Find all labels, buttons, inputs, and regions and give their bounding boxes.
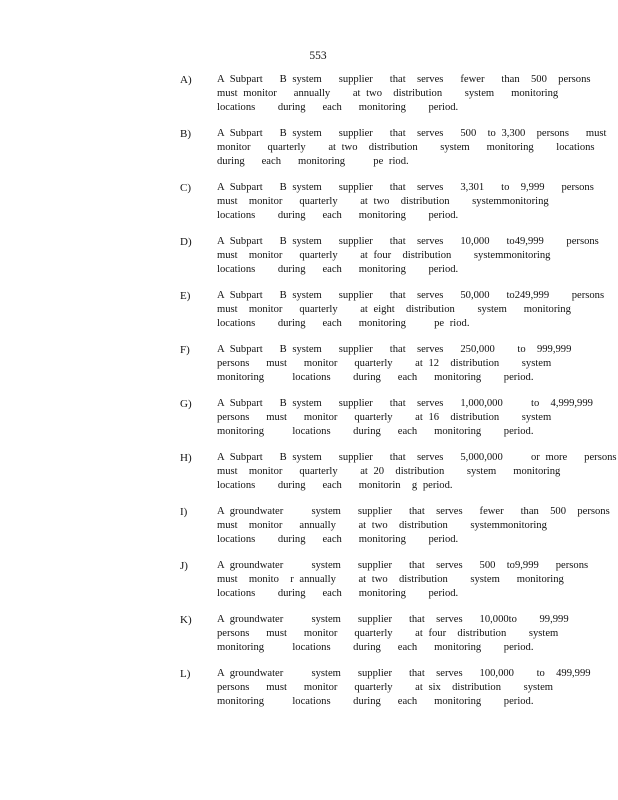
option-text-line: A Subpart B system supplier that serves 500 to 3,300 persons must — [217, 128, 607, 139]
option-text-line: A groundwater system supplier that serves 500 to9,999 persons — [217, 560, 589, 571]
option-text-line: A Subpart B system supplier that serves fewer than 500 persons — [217, 74, 591, 85]
option-text — [217, 289, 605, 331]
option-letter: K) — [180, 614, 192, 626]
option-text — [217, 235, 599, 277]
option-text-line: A Subpart B system supplier that serves 250,000 to 999,999 — [217, 344, 572, 355]
option-text-line: A Subpart B system supplier that serves 5,000,000 or more persons — [217, 452, 617, 463]
option-text-line: A groundwater system supplier that serves 100,000 to 499,999 — [217, 668, 591, 679]
option-text-line: A Subpart B system supplier that serves 10,000 to49,999 persons — [217, 236, 599, 247]
answer-option-a — [180, 73, 591, 127]
page-number: 553 — [309, 50, 327, 62]
option-text-line: monitoring locations during each monitoring period. — [217, 372, 534, 383]
answer-option-l — [180, 667, 591, 721]
option-text-line: monitor quarterly at two distribution system monitoring locations — [217, 142, 595, 153]
option-text-line: must monito r annually at two distribution system monitoring — [217, 574, 564, 585]
option-text-line: must monitor quarterly at 20 distribution system monitoring — [217, 466, 561, 477]
option-text — [217, 181, 594, 223]
option-text-line: must monitor annually at two distribution system monitoring — [217, 88, 559, 99]
answer-option-b — [180, 127, 607, 181]
answer-option-k — [180, 613, 569, 667]
option-text-line: persons must monitor quarterly at six distribution system — [217, 682, 554, 693]
option-text-line: locations during each monitoring pe riod. — [217, 318, 470, 329]
answer-option-g — [180, 397, 593, 451]
option-letter: H) — [180, 452, 192, 464]
option-text-line: A groundwater system supplier that serves fewer than 500 persons — [217, 506, 610, 517]
option-letter: A) — [180, 74, 192, 86]
option-text-line: locations during each monitoring period. — [217, 534, 459, 545]
answer-option-i — [180, 505, 610, 559]
option-text-line: must monitor quarterly at two distribution systemmonitoring — [217, 196, 549, 207]
answer-option-h — [180, 451, 617, 505]
option-text — [217, 343, 572, 385]
option-text — [217, 451, 617, 493]
option-text-line: locations during each monitoring period. — [217, 588, 459, 599]
option-letter: C) — [180, 182, 191, 194]
option-text-line: locations during each monitorin g period. — [217, 480, 453, 491]
option-text — [217, 397, 593, 439]
option-letter: I) — [180, 506, 188, 518]
option-text-line: persons must monitor quarterly at 12 distribution system — [217, 358, 552, 369]
option-text-line: locations during each monitoring period. — [217, 210, 459, 221]
answer-option-c — [180, 181, 594, 235]
answer-option-d — [180, 235, 599, 289]
answer-options-list — [180, 73, 617, 721]
option-text — [217, 127, 607, 169]
option-letter: E) — [180, 290, 191, 302]
option-text-line: A Subpart B system supplier that serves 3,301 to 9,999 persons — [217, 182, 594, 193]
option-text-line: monitoring locations during each monitoring period. — [217, 696, 534, 707]
option-text — [217, 73, 591, 115]
answer-option-f — [180, 343, 572, 397]
option-letter: J) — [180, 560, 188, 572]
answer-option-e — [180, 289, 605, 343]
option-text — [217, 613, 569, 655]
option-text-line: monitoring locations during each monitoring period. — [217, 642, 534, 653]
option-text-line: locations during each monitoring period. — [217, 264, 459, 275]
option-text — [217, 505, 610, 547]
option-text — [217, 667, 591, 709]
option-letter: B) — [180, 128, 191, 140]
option-letter: D) — [180, 236, 192, 248]
option-text-line: must monitor quarterly at eight distribution system monitoring — [217, 304, 571, 315]
option-text-line: persons must monitor quarterly at 16 distribution system — [217, 412, 552, 423]
option-text-line: A Subpart B system supplier that serves 50,000 to249,999 persons — [217, 290, 605, 301]
option-text-line: during each monitoring pe riod. — [217, 156, 409, 167]
option-text-line: must monitor quarterly at four distribution systemmonitoring — [217, 250, 551, 261]
option-text-line: locations during each monitoring period. — [217, 102, 459, 113]
option-letter: G) — [180, 398, 192, 410]
answer-option-j — [180, 559, 589, 613]
option-text-line: must monitor annually at two distribution systemmonitoring — [217, 520, 547, 531]
option-text-line: A groundwater system supplier that serves 10,000to 99,999 — [217, 614, 569, 625]
option-text — [217, 559, 589, 601]
option-letter: F) — [180, 344, 190, 356]
option-letter: L) — [180, 668, 191, 680]
option-text-line: monitoring locations during each monitoring period. — [217, 426, 534, 437]
option-text-line: persons must monitor quarterly at four distribution system — [217, 628, 559, 639]
option-text-line: A Subpart B system supplier that serves 1,000,000 to 4,999,999 — [217, 398, 593, 409]
